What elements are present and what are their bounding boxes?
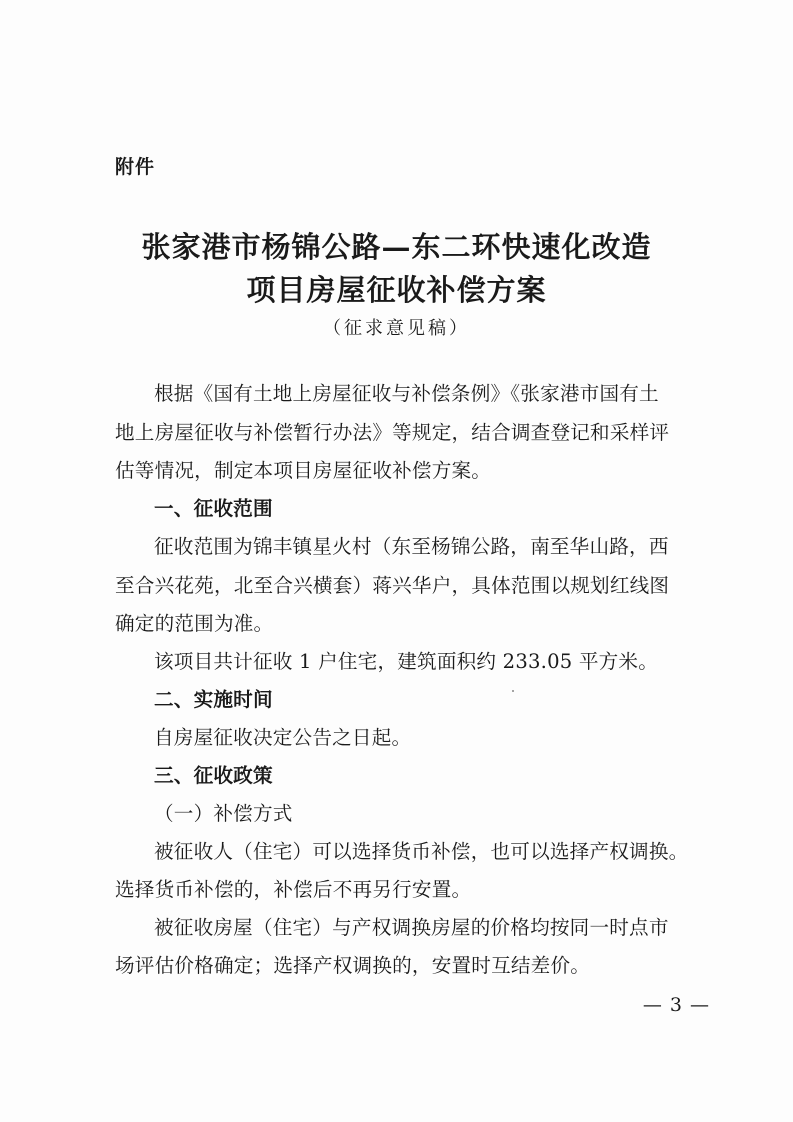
document-title-line-1: 张家港市杨锦公路—东二环快速化改造 [141,230,652,264]
body-line: 地上房屋征收与补偿暂行办法》等规定，结合调查登记和采样评 [115,421,670,444]
body-line: 自房屋征收决定公告之日起。 [154,726,412,749]
section-heading: 二、实施时间 [154,688,273,711]
page-number: — 3 — [642,994,710,1016]
body-line: 被征收人（住宅）可以选择货币补偿，也可以选择产权调换。 [154,840,689,863]
body-line: 确定的范围为准。 [115,612,274,635]
document-subtitle: （征求意见稿） [323,318,470,339]
body-line: 征收范围为锦丰镇星火村（东至杨锦公路，南至华山路，西 [154,535,669,558]
body-line: 至合兴花苑，北至合兴横套）蒋兴华户，具体范围以规划红线图 [115,574,670,597]
body-line: 估等情况，制定本项目房屋征收补偿方案。 [115,459,492,482]
body-line: 场评估价格确定；选择产权调换的，安置时互结差价。 [115,954,591,977]
scan-speck [512,690,514,692]
section-heading: 三、征收政策 [154,764,273,787]
body-line: 该项目共计征收 1 户住宅，建筑面积约 233.05 平方米。 [154,650,659,673]
body-line: 被征收房屋（住宅）与产权调换房屋的价格均按同一时点市 [154,916,669,939]
section-heading: 一、征收范围 [154,497,273,520]
body-line: 根据《国有土地上房屋征收与补偿条例》《张家港市国有土 [154,382,659,405]
body-line: （一）补偿方式 [154,802,293,825]
document-title-line-2: 项目房屋征收补偿方案 [246,273,547,307]
attachment-label: 附件 [115,156,156,178]
body-line: 选择货币补偿的，补偿后不再另行安置。 [115,878,472,901]
